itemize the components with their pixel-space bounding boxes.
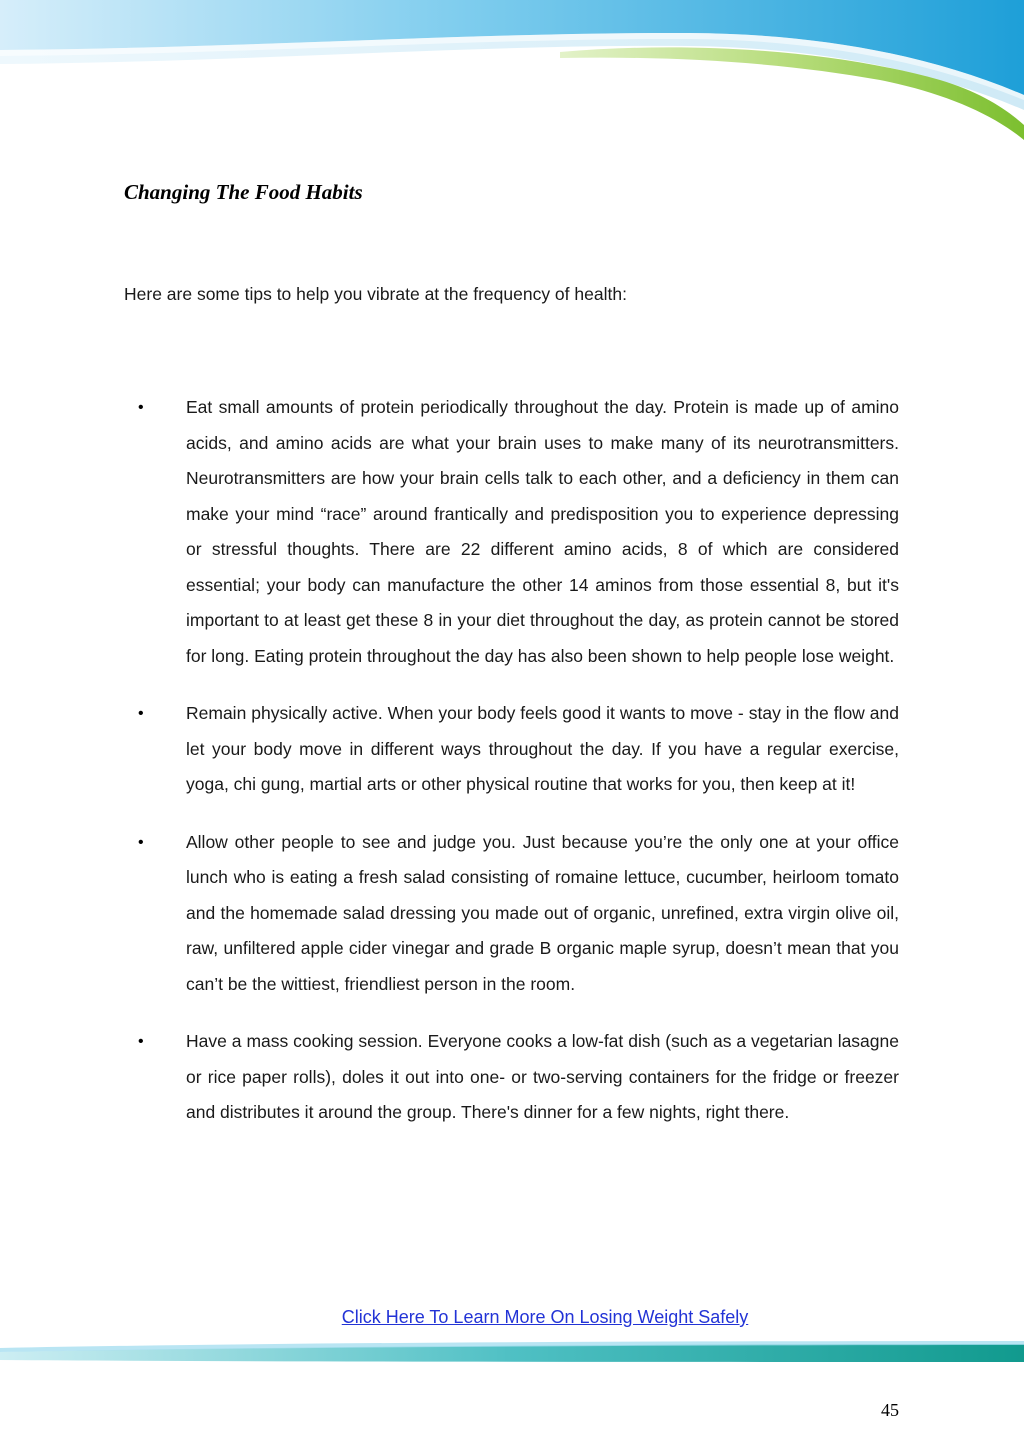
footer-band-decoration [0, 1340, 1024, 1368]
tips-list [0, 390, 1024, 1153]
tip-text: Have a mass cooking session. Everyone cooks a low-fat dish (such as a vegetarian lasagne or rice paper rolls), doles it out into one- or two-serving containers for the fridge or freezer and distributes it around the group. There's dinner for a few nights, right there. [186, 1031, 899, 1122]
list-item [0, 1024, 1024, 1131]
tip-text: Remain physically active. When your body feels good it wants to move - stay in the flow and let your body move in different ways throughout the day. If you have a regular exercise, yoga, chi gung, martial arts or other physical routine that works for you, then keep at it! [186, 703, 899, 794]
bullet-icon: • [138, 705, 144, 722]
page-number: 45 [881, 1400, 899, 1420]
learn-more-container [0, 1307, 1024, 1328]
intro-text: Here are some tips to help you vibrate at the frequency of health: [124, 284, 627, 304]
bullet-icon: • [138, 1033, 144, 1050]
bullet-icon: • [138, 399, 144, 416]
learn-more-link[interactable]: Click Here To Learn More On Losing Weight Safely [341, 1307, 749, 1327]
list-item [0, 390, 1024, 674]
page-title: Changing The Food Habits [124, 180, 363, 204]
bullet-icon: • [138, 833, 144, 851]
list-item [0, 696, 1024, 803]
list-item [0, 825, 1024, 1003]
header-swoosh-decoration [0, 0, 1024, 140]
tip-text: Eat small amounts of protein periodically throughout the day. Protein is made up of amino acids, and amino acids are what your brain uses to make many of its neurotransmitters. Neurotransmitters are how your brain cells talk to each other, and a deficiency in them can make your mind “race” around frantically and predisposition you to experience depressing or stressful thoughts. There are 22 different amino acids, 8 of which are considered essential; your body can manufacture the other 14 aminos from those essential 8, but it's important to at least get these 8 in your diet throughout the day, as protein cannot be stored for long. Eating protein throughout the day has also been shown to help people lose weight. [186, 397, 899, 666]
tip-text: Allow other people to see and judge you. Just because you’re the only one at your office lunch who is eating a fresh salad consisting of romaine lettuce, cucumber, heirloom tomato and the homemade salad dressing you made out of organic, unrefined, extra virgin olive oil, raw, unfiltered apple cider vinegar and grade B organic maple syrup, doesn’t mean that you can’t be the wittiest, friendliest person in the room. [186, 831, 899, 994]
